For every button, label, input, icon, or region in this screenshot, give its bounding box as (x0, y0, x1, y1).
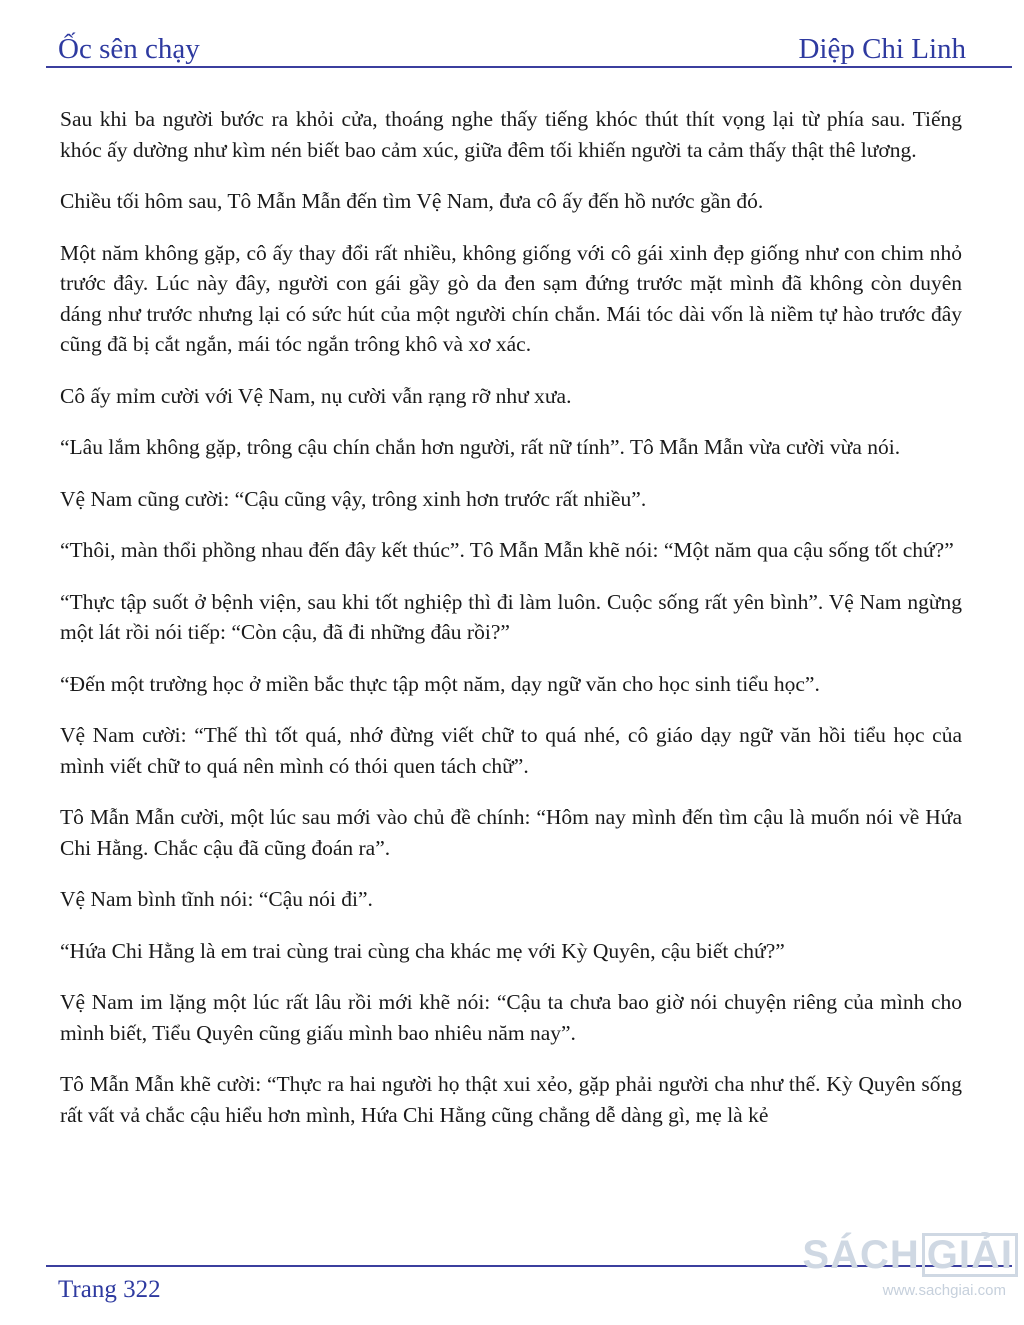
paragraph: “Đến một trường học ở miền bắc thực tập một năm, dạy ngữ văn cho học sinh tiểu học”. (60, 671, 820, 696)
paragraph: Vệ Nam bình tĩnh nói: “Cậu nói đi”. (60, 887, 373, 911)
paragraph: Vệ Nam cũng cười: “Cậu cũng vậy, trông xinh hơn trước rất nhiều”. (60, 486, 647, 511)
paragraph: Tô Mẫn Mẫn cười, một lúc sau mới vào chủ đề chính: “Hôm nay mình đến tìm cậu là muốn nói về Hứa Chi Hằng. Chắc cậu đã cũng đoán ra”. (60, 805, 962, 860)
paragraph: Vệ Nam cười: “Thế thì tốt quá, nhớ đừng viết chữ to quá nhé, cô giáo dạy ngữ văn hồi tiểu học của mình viết chữ to quá nên mình có thói quen tách chữ”. (60, 723, 962, 778)
paragraph: “Lâu lắm không gặp, trông cậu chín chắn hơn người, rất nữ tính”. Tô Mẫn Mẫn vừa cười vừa nói. (60, 435, 901, 459)
paragraph: Sau khi ba người bước ra khỏi cửa, thoáng nghe thấy tiếng khóc thút thít vọng lại từ phía sau. Tiếng khóc ấy dường như kìm nén biết bao cảm xúc, giữa đêm tối khiến người ta cảm thấy thật thê lương. (60, 107, 962, 162)
paragraph: “Thôi, màn thổi phồng nhau đến đây kết thúc”. Tô Mẫn Mẫn khẽ nói: “Một năm qua cậu sống tốt chứ?” (60, 538, 954, 562)
page-body (60, 104, 962, 1151)
paragraph: Một năm không gặp, cô ấy thay đổi rất nhiều, không giống với cô gái xinh đẹp giống như con chim nhỏ trước đây. Lúc này đây, người con gái gầy gò da đen sạm đứng trước mặt mình đã không còn duyên dáng như trước nhưng lại có sức hút của một người chín chắn. Mái tóc dài vốn là niềm tự hào trước đây cũng đã bị cắt ngắn, mái tóc ngắn trông khô và xơ xác. (60, 240, 962, 356)
page-header (58, 22, 966, 66)
page-number: Trang 322 (58, 1276, 161, 1303)
book-title: Ốc sên chạy (58, 33, 200, 65)
paragraph: “Thực tập suốt ở bệnh viện, sau khi tốt nghiệp thì đi làm luôn. Cuộc sống rất yên bình”. Vệ Nam ngừng một lát rồi nói tiếp: “Còn cậu, đã đi những đâu rồi?” (60, 589, 962, 644)
paragraph: Vệ Nam im lặng một lúc rất lâu rồi mới khẽ nói: “Cậu ta chưa bao giờ nói chuyện riêng của mình cho mình biết, Tiểu Quyên cũng giấu mình bao nhiêu năm nay”. (60, 990, 962, 1045)
paragraph: “Hứa Chi Hằng là em trai cùng trai cùng cha khác mẹ với Kỳ Quyên, cậu biết chứ?” (60, 938, 785, 963)
paragraph: Cô ấy mỉm cười với Vệ Nam, nụ cười vẫn rạng rỡ như xưa. (60, 383, 572, 408)
watermark-logo (802, 1232, 1020, 1318)
paragraph: Tô Mẫn Mẫn khẽ cười: “Thực ra hai người họ thật xui xẻo, gặp phải người cha như thế. Kỳ Quyên sống rất vất vả chắc cậu hiểu hơn mình, Hứa Chi Hằng cũng chẳng dễ dàng gì, mẹ là kẻ (60, 1072, 962, 1127)
header-divider (46, 66, 1012, 68)
watermark-text-giai: GIẢI (922, 1233, 1018, 1277)
author-name: Diệp Chi Linh (798, 33, 966, 65)
watermark-wordmark (802, 1232, 1020, 1278)
watermark-url: www.sachgiai.com (882, 1282, 1006, 1299)
watermark-text-sach: SÁCH (802, 1233, 920, 1277)
paragraph: Chiều tối hôm sau, Tô Mẫn Mẫn đến tìm Vệ Nam, đưa cô ấy đến hồ nước gần đó. (60, 189, 764, 213)
